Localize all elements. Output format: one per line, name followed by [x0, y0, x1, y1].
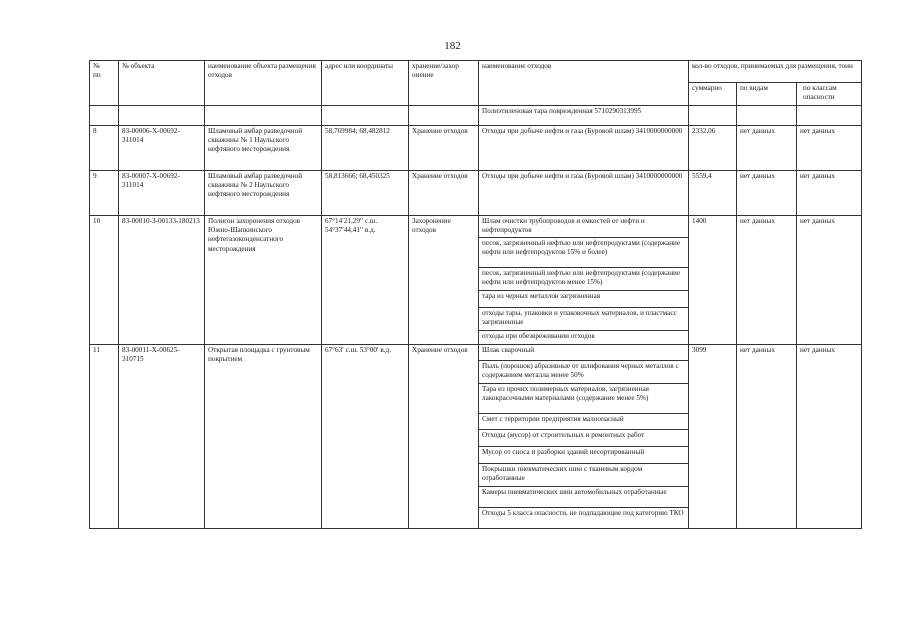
cell-waste-name: тара из черных металлов загрязненная	[479, 290, 689, 307]
cell-waste-name: Смет с территории предприятия малоопасный	[479, 413, 689, 429]
cell-waste-name: Шлам очистки трубопроводов и емкостей от нефти и нефтепродуктов	[479, 215, 689, 237]
cell-total: 1400	[689, 215, 737, 344]
cell-storage: Хранение отходов	[409, 344, 479, 528]
cell-waste-name: Отходы при добыче нефти и газа (Буровой шлам) 3410000000000	[479, 125, 689, 170]
cell-by-type: нет данных	[737, 125, 797, 170]
cell-waste-name: Отходы при добыче нефти и газа (Буровой шлам) 3410000000000	[479, 170, 689, 215]
table-row	[90, 344, 862, 360]
cell-by-class: нет данных	[797, 215, 862, 344]
col-header-storage: хранение/захор онение	[409, 61, 479, 106]
cell-num: 9	[90, 170, 119, 215]
cell-by-class: нет данных	[797, 344, 862, 528]
cell-waste-name: Покрышки пневматических шин с тканевым кордом отработанные	[479, 463, 689, 486]
cell-empty	[119, 105, 205, 125]
cell-object-number: 83-00011-Х-00625-310715	[119, 344, 205, 528]
cell-total: 2332,06	[689, 125, 737, 170]
cell-storage: Хранение отходов	[409, 170, 479, 215]
cell-num: 10	[90, 215, 119, 344]
cell-waste-name: песок, загрязненный нефтью или нефтепродуктами (содержание нефти или нефтепродуктов менее 15%)	[479, 267, 689, 290]
col-header-object-number: № объекта	[119, 61, 205, 106]
cell-storage: Хранение отходов	[409, 125, 479, 170]
cell-waste-name: отходы при обезвреживании отходов	[479, 330, 689, 344]
cell-total: 5559,4	[689, 170, 737, 215]
cell-total: 3099	[689, 344, 737, 528]
cell-waste-name: Камеры пневматических шин автомобильных отработанные	[479, 486, 689, 507]
cell-object-name: Шламовый амбар разведочной скважины № 1 Наульского нефтяного месторождения	[205, 125, 322, 170]
cell-waste-name: Мусор от сноса и разборки зданий несортированный	[479, 446, 689, 463]
col-header-quantity: кол-во отходов, принимаемых для размещения, тонн	[689, 61, 862, 83]
cell-object-number: 83-00007-Х-00692-311014	[119, 170, 205, 215]
col-header-num: № пп	[90, 61, 119, 106]
col-header-by-class: по классам опасности	[797, 83, 862, 106]
cell-waste-name: Шлак сварочный	[479, 344, 689, 360]
col-header-total: суммарно	[689, 83, 737, 106]
cell-empty	[409, 105, 479, 125]
col-header-by-type: по видам	[737, 83, 797, 106]
cell-object-number: 83-00010-З-00133-180213	[119, 215, 205, 344]
col-header-object-name: наименование объекта размещения отходов	[205, 61, 322, 106]
cell-waste-name: Отходы 5 класса опасности, не подпадающие под категорию ТКО	[479, 507, 689, 528]
cell-by-class: нет данных	[797, 125, 862, 170]
col-header-address: адрес или координаты	[322, 61, 409, 106]
cell-waste-name: песок, загрязненный нефтью или нефтепродуктами (содержание нефти или нефтепродуктов 15% и более)	[479, 237, 689, 267]
cell-empty	[205, 105, 322, 125]
table-row	[90, 215, 862, 237]
cell-storage: Захоронение отходов	[409, 215, 479, 344]
cell-object-name: Открытая площадка с грунтовым покрытием	[205, 344, 322, 528]
col-header-waste-name: наименование отходов	[479, 61, 689, 106]
cell-by-type: нет данных	[737, 170, 797, 215]
table-row	[90, 170, 862, 215]
cell-num: 8	[90, 125, 119, 170]
header-row	[90, 61, 862, 83]
cell-object-name: Шламовый амбар разведочной скважины № 2 Наульского нефтяного месторождения	[205, 170, 322, 215]
cell-address: 58,813666; 68,450325	[322, 170, 409, 215]
cell-num: 11	[90, 344, 119, 528]
cell-by-type: нет данных	[737, 215, 797, 344]
cell-by-type: нет данных	[737, 344, 797, 528]
cell-waste-name: отходы тары, упаковки и упаковочных материалов, и пластмасс загрязненные	[479, 307, 689, 330]
cell-by-class: нет данных	[797, 170, 862, 215]
cell-address: 67°14′21,29′′ с.ш. 54°37′44,41′′ в.д.	[322, 215, 409, 344]
cell-waste-name: Пыль (порошок) абразивные от шлифования черных металлов с содержанием металла менее 50%	[479, 360, 689, 383]
cell-waste-name: Полиэтиленовая тара поврежденная 5710290313995	[479, 105, 689, 125]
cell-empty	[797, 105, 862, 125]
table-row	[90, 125, 862, 170]
cell-object-number: 83-00006-Х-00692-311014	[119, 125, 205, 170]
cell-empty	[90, 105, 119, 125]
cell-address: 67°63′ с.ш. 53°00′ в.д.	[322, 344, 409, 528]
cell-empty	[322, 105, 409, 125]
cell-waste-name: Тара из прочих полимерных материалов, загрязненная лакокрасочными материалами (содержание менее 5%)	[479, 383, 689, 413]
cell-waste-name: Отходы (мусор) от строительных и ремонтных работ	[479, 429, 689, 446]
cell-empty	[689, 105, 737, 125]
table-row	[90, 105, 862, 125]
cell-object-name: Полигон захоронения отходов Южно-Шапкинского нефтегазоконденсатного месторождения	[205, 215, 322, 344]
page-number: 182	[444, 40, 461, 52]
waste-facilities-table	[89, 60, 862, 529]
cell-empty	[737, 105, 797, 125]
cell-address: 58,769984; 68,482812	[322, 125, 409, 170]
